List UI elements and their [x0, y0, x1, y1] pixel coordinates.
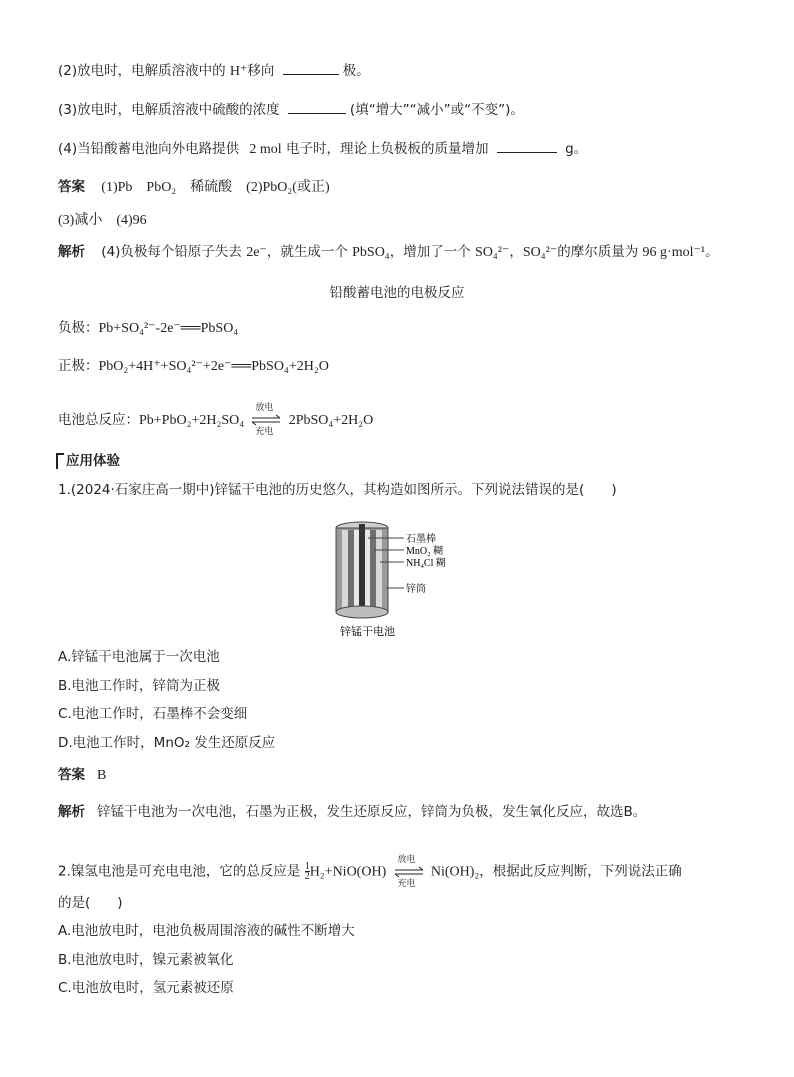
reversible-arrow-icon: 放电 充电 [251, 411, 281, 429]
option-a[interactable]: A.锌锰干电池属于一次电池 [58, 649, 220, 665]
label-mno2-paste: MnO₂ 糊 [406, 546, 444, 557]
answer-block: 答案 (1)Pb PbO₂ 稀硫酸 (2)PbO₂(或正) [58, 179, 330, 195]
option-a-2[interactable]: A.电池放电时，电池负极周围溶液的碱性不断增大 [58, 923, 355, 939]
option-b[interactable]: B.电池工作时，锌筒为正极 [58, 678, 221, 694]
section-heading: 应用体验 [56, 449, 120, 469]
figure-caption: 锌锰干电池 [340, 626, 395, 638]
answer-blank[interactable] [288, 99, 346, 114]
reaction-title: 铅酸蓄电池的电极反应 [329, 285, 465, 301]
problem-1-stem: 1.(2024·石家庄高一期中)锌锰干电池的历史悠久，其构造如图所示。下列说法错误的是( ) [58, 482, 617, 498]
answer-continued: (3)减小 (4)96 [58, 213, 147, 228]
option-c[interactable]: C.电池工作时，石墨棒不会变细 [58, 706, 248, 722]
option-d[interactable]: D.电池工作时，MnO₂ 发生还原反应 [58, 735, 276, 751]
answer-block-2: 答案 B [58, 767, 107, 783]
bracket-icon [56, 453, 64, 469]
answer-blank[interactable] [497, 138, 557, 153]
question-2: (2)放电时，电解质溶液中的 H⁺移向 极。 [58, 60, 370, 81]
negative-electrode-equation: 负极：Pb+SO₄²⁻-2e⁻══PbSO₄ [58, 320, 239, 336]
dry-cell-figure [330, 520, 465, 640]
battery-diagram-icon [330, 520, 465, 640]
option-b-2[interactable]: B.电池放电时，镍元素被氧化 [58, 952, 234, 968]
label-zinc-can: 锌筒 [406, 584, 426, 595]
problem-2-stem-continued: 的是( ) [58, 895, 123, 911]
label-graphite-rod: 石墨棒 [406, 534, 436, 545]
fraction-one-half: $\frac{1}{2}$ [304, 861, 310, 882]
problem-2-stem: 2.镍氢电池是可充电电池，它的总反应是 $\frac{1}{2}H_2+NiO(OH)$ 放电 充电 Ni(OH)₂，根据此反应判断，下列说法正确 [58, 854, 682, 889]
analysis-block: 解析 (4)负极每个铅原子失去 2e⁻，就生成一个 PbSO₄，增加了一个 SO₄²⁻，SO₄²⁻的摩尔质量为 96 g·mol⁻¹。 [58, 244, 719, 260]
positive-electrode-equation: 正极：PbO₂+4H⁺+SO₄²⁻+2e⁻══PbSO₄+2H₂O [58, 358, 329, 374]
question-4: (4)当铅酸蓄电池向外电路提供 2 mol 电子时，理论上负极板的质量增加 g。 [58, 138, 587, 159]
question-3: (3)放电时，电解质溶液中硫酸的浓度 (填“增大”“减小”或“不变”)。 [58, 99, 524, 119]
total-reaction-equation: 电池总反应：Pb+PbO₂+2H₂SO₄ 放电 充电 2PbSO₄+2H₂O [58, 403, 374, 437]
analysis-block-2: 解析 锌锰干电池为一次电池，石墨为正极，发生还原反应，锌筒为负极，发生氧化反应，故选B。 [58, 804, 647, 820]
option-c-2[interactable]: C.电池放电时，氢元素被还原 [58, 980, 234, 996]
reversible-arrow-icon: 放电 充电 [394, 863, 424, 881]
label-nh4cl-paste: NH₄Cl 糊 [406, 558, 446, 569]
answer-blank[interactable] [283, 60, 339, 75]
